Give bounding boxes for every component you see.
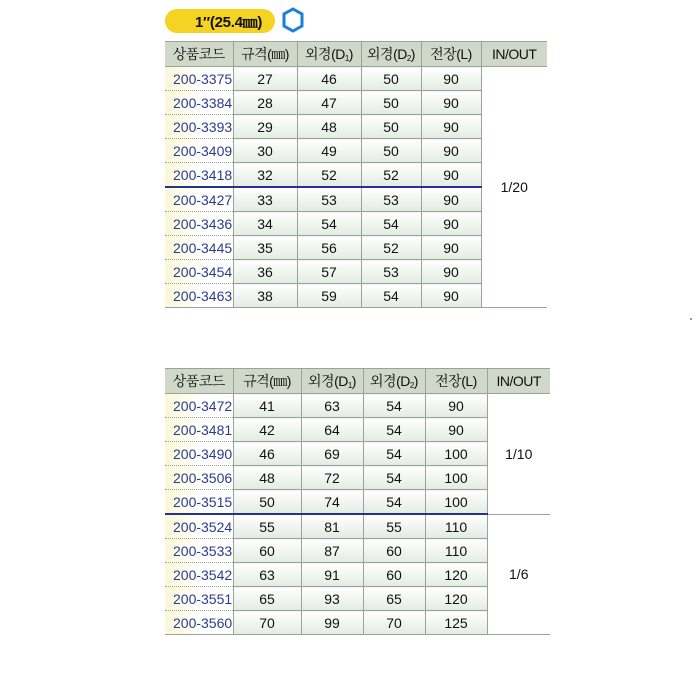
cell-length: 90 bbox=[421, 91, 481, 115]
header-length: 전장(L) bbox=[421, 42, 481, 67]
cell-length: 90 bbox=[421, 284, 481, 308]
cell-outer-d1: 81 bbox=[301, 514, 363, 539]
cell-length: 120 bbox=[425, 587, 487, 611]
cell-in-out: 1/6 bbox=[487, 514, 550, 635]
header-size: 규격(㎜) bbox=[233, 369, 301, 394]
cell-size: 48 bbox=[233, 466, 301, 490]
cell-outer-d1: 57 bbox=[297, 260, 361, 284]
cell-product-code: 200-3463 bbox=[165, 284, 233, 308]
hexagon-icon bbox=[281, 7, 305, 33]
cell-outer-d2: 54 bbox=[361, 284, 421, 308]
cell-size: 34 bbox=[233, 212, 297, 236]
header-product-code: 상품코드 bbox=[165, 369, 233, 394]
cell-product-code: 200-3375 bbox=[165, 67, 233, 91]
cell-length: 90 bbox=[421, 163, 481, 188]
cell-length: 90 bbox=[421, 67, 481, 91]
header-length: 전장(L) bbox=[425, 369, 487, 394]
cell-length: 90 bbox=[425, 394, 487, 418]
cell-outer-d1: 47 bbox=[297, 91, 361, 115]
cell-length: 120 bbox=[425, 563, 487, 587]
cell-outer-d1: 63 bbox=[301, 394, 363, 418]
cell-size: 35 bbox=[233, 236, 297, 260]
header-in-out: IN/OUT bbox=[481, 42, 547, 67]
cell-outer-d1: 59 bbox=[297, 284, 361, 308]
cell-size: 55 bbox=[233, 514, 301, 539]
cell-outer-d2: 53 bbox=[361, 187, 421, 212]
cell-outer-d1: 74 bbox=[301, 490, 363, 515]
cell-outer-d2: 60 bbox=[363, 563, 425, 587]
cell-size: 63 bbox=[233, 563, 301, 587]
cell-in-out: 1/20 bbox=[481, 67, 547, 308]
cell-length: 90 bbox=[421, 212, 481, 236]
cell-outer-d2: 50 bbox=[361, 115, 421, 139]
cell-outer-d2: 50 bbox=[361, 139, 421, 163]
header-in-out: IN/OUT bbox=[487, 369, 550, 394]
cell-product-code: 200-3481 bbox=[165, 418, 233, 442]
cell-in-out: 1/10 bbox=[487, 394, 550, 515]
cell-length: 90 bbox=[421, 115, 481, 139]
cell-size: 28 bbox=[233, 91, 297, 115]
cell-product-code: 200-3524 bbox=[165, 514, 233, 539]
cell-length: 90 bbox=[421, 187, 481, 212]
cell-outer-d2: 54 bbox=[363, 442, 425, 466]
cell-outer-d1: 91 bbox=[301, 563, 363, 587]
cell-outer-d2: 54 bbox=[363, 466, 425, 490]
cell-product-code: 200-3490 bbox=[165, 442, 233, 466]
size-badge bbox=[165, 9, 275, 33]
table-header-row bbox=[165, 369, 550, 394]
cell-outer-d1: 49 bbox=[297, 139, 361, 163]
cell-outer-d2: 53 bbox=[361, 260, 421, 284]
cell-size: 36 bbox=[233, 260, 297, 284]
cell-outer-d1: 48 bbox=[297, 115, 361, 139]
cell-outer-d1: 93 bbox=[301, 587, 363, 611]
cell-outer-d1: 69 bbox=[301, 442, 363, 466]
header-outer-d2: 외경$(D_2)$ bbox=[361, 42, 421, 67]
cell-outer-d1: 56 bbox=[297, 236, 361, 260]
cell-outer-d1: 46 bbox=[297, 67, 361, 91]
cell-size: 32 bbox=[233, 163, 297, 188]
cell-product-code: 200-3436 bbox=[165, 212, 233, 236]
cell-outer-d2: 50 bbox=[361, 91, 421, 115]
cell-product-code: 200-3472 bbox=[165, 394, 233, 418]
header-outer-d2: 외경$(D_2)$ bbox=[363, 369, 425, 394]
header-size: 규격(㎜) bbox=[233, 42, 297, 67]
cell-size: 33 bbox=[233, 187, 297, 212]
cell-product-code: 200-3454 bbox=[165, 260, 233, 284]
cell-length: 100 bbox=[425, 466, 487, 490]
cell-length: 125 bbox=[425, 611, 487, 635]
spec-table-2 bbox=[165, 368, 550, 635]
cell-size: 27 bbox=[233, 67, 297, 91]
cell-outer-d1: 64 bbox=[301, 418, 363, 442]
cell-size: 41 bbox=[233, 394, 301, 418]
cell-product-code: 200-3427 bbox=[165, 187, 233, 212]
cell-size: 70 bbox=[233, 611, 301, 635]
table-header-row bbox=[165, 42, 547, 67]
cell-outer-d1: 87 bbox=[301, 539, 363, 563]
cell-outer-d2: 54 bbox=[363, 418, 425, 442]
cell-outer-d2: 70 bbox=[363, 611, 425, 635]
cell-product-code: 200-3551 bbox=[165, 587, 233, 611]
cell-size: 30 bbox=[233, 139, 297, 163]
cell-size: 46 bbox=[233, 442, 301, 466]
cell-length: 90 bbox=[425, 418, 487, 442]
cell-length: 110 bbox=[425, 514, 487, 539]
cell-outer-d2: 52 bbox=[361, 236, 421, 260]
cell-size: 42 bbox=[233, 418, 301, 442]
cell-product-code: 200-3393 bbox=[165, 115, 233, 139]
spec-table-1 bbox=[165, 41, 547, 308]
cell-product-code: 200-3560 bbox=[165, 611, 233, 635]
cell-product-code: 200-3409 bbox=[165, 139, 233, 163]
header-product-code: 상품코드 bbox=[165, 42, 233, 67]
cell-size: 65 bbox=[233, 587, 301, 611]
table-row bbox=[165, 67, 547, 91]
cell-outer-d2: 54 bbox=[363, 490, 425, 515]
cell-product-code: 200-3542 bbox=[165, 563, 233, 587]
cell-length: 90 bbox=[421, 139, 481, 163]
edge-mark bbox=[690, 318, 692, 320]
cell-product-code: 200-3506 bbox=[165, 466, 233, 490]
cell-outer-d2: 60 bbox=[363, 539, 425, 563]
cell-outer-d1: 99 bbox=[301, 611, 363, 635]
cell-outer-d2: 52 bbox=[361, 163, 421, 188]
cell-product-code: 200-3384 bbox=[165, 91, 233, 115]
cell-product-code: 200-3418 bbox=[165, 163, 233, 188]
cell-outer-d1: 72 bbox=[301, 466, 363, 490]
header-outer-d1: 외경$(D_1)$ bbox=[301, 369, 363, 394]
cell-length: 110 bbox=[425, 539, 487, 563]
cell-outer-d2: 65 bbox=[363, 587, 425, 611]
header-outer-d1: 외경$(D_1)$ bbox=[297, 42, 361, 67]
cell-product-code: 200-3515 bbox=[165, 490, 233, 515]
cell-outer-d2: 54 bbox=[363, 394, 425, 418]
cell-product-code: 200-3533 bbox=[165, 539, 233, 563]
size-badge-label: 1″(25.4㎜) bbox=[195, 13, 263, 31]
cell-length: 100 bbox=[425, 490, 487, 515]
cell-outer-d2: 50 bbox=[361, 67, 421, 91]
cell-outer-d2: 55 bbox=[363, 514, 425, 539]
cell-product-code: 200-3445 bbox=[165, 236, 233, 260]
cell-size: 60 bbox=[233, 539, 301, 563]
table-row bbox=[165, 514, 550, 539]
cell-length: 90 bbox=[421, 260, 481, 284]
cell-outer-d1: 52 bbox=[297, 163, 361, 188]
cell-outer-d1: 54 bbox=[297, 212, 361, 236]
cell-length: 90 bbox=[421, 236, 481, 260]
cell-outer-d2: 54 bbox=[361, 212, 421, 236]
cell-size: 29 bbox=[233, 115, 297, 139]
table-row bbox=[165, 394, 550, 418]
cell-length: 100 bbox=[425, 442, 487, 466]
cell-size: 50 bbox=[233, 490, 301, 515]
cell-outer-d1: 53 bbox=[297, 187, 361, 212]
cell-size: 38 bbox=[233, 284, 297, 308]
